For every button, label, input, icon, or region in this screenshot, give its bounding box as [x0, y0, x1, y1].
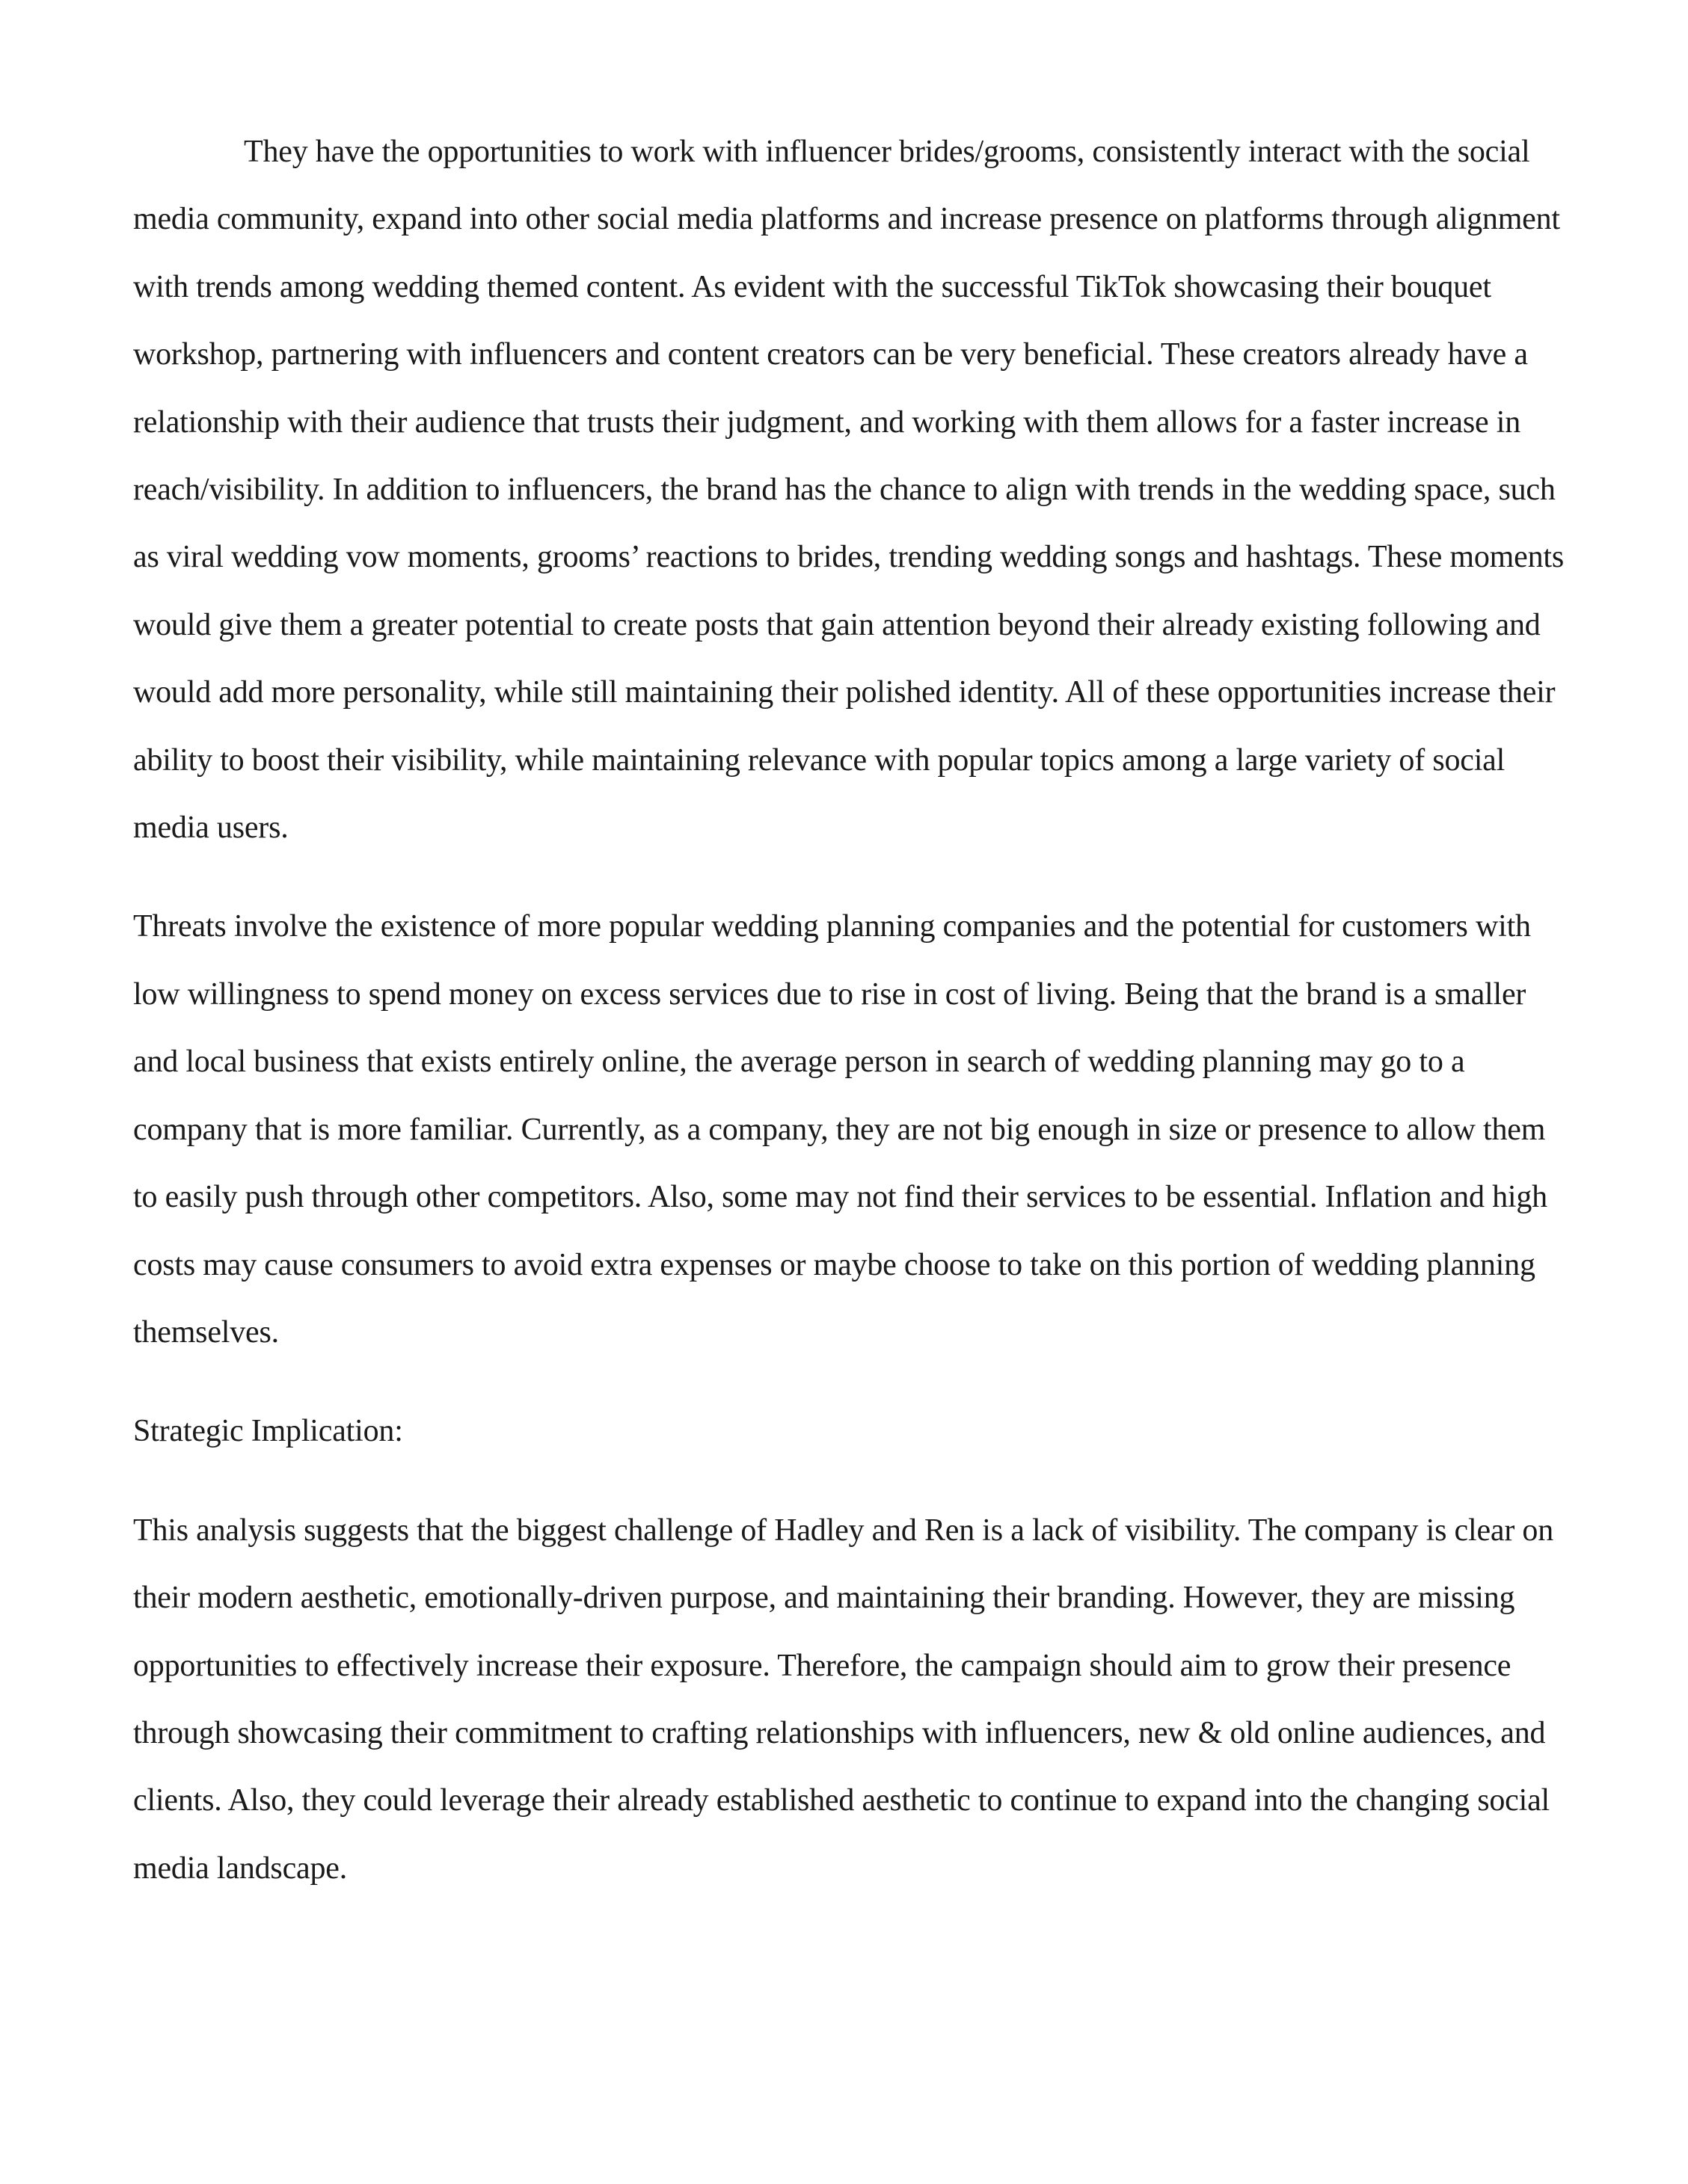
threats-paragraph: Threats involve the existence of more popular wedding planning companies and the potential for customers with low willingness to spend money on excess services due to rise in cost of living. Being that the brand is a smaller and local business that exists entirely online, the average person in search of wedding planning may go to a company that is more familiar. Currently, as a company, they are not big enough in size or presence to allow them to easily push through other competitors. Also, some may not find their services to be essential. Inflation and high costs may cause consumers to avoid extra expenses or maybe choose to take on this portion of wedding planning themselves. [133, 909, 1547, 1350]
paragraph-spacer [133, 1465, 1569, 1497]
document-page [133, 118, 1569, 1902]
implication-paragraph: This analysis suggests that the biggest challenge of Hadley and Ren is a lack of visibility. The company is clear on their modern aesthetic, emotionally-driven purpose, and maintaining their branding. However, they are missing opportunities to effectively increase their exposure. Therefore, the campaign should aim to grow their presence through showcasing their commitment to crafting relationships with influencers, new & old online audiences, and clients. Also, they could leverage their already established aesthetic to continue to expand into the changing social media landscape. [133, 1513, 1554, 1886]
opportunities-paragraph: They have the opportunities to work with influencer brides/grooms, consistently interact with the social media community, expand into other social media platforms and increase presence on platforms through alignment with trends among wedding themed content. As evident with the successful TikTok showcasing their bouquet workshop, partnering with influencers and content creators can be very beneficial. These creators already have a relationship with their audience that trusts their judgment, and working with them allows for a faster increase in reach/visibility. In addition to influencers, the brand has the chance to align with trends in the wedding space, such as viral wedding vow moments, grooms’ reactions to brides, trending wedding songs and hashtags. These moments would give them a greater potential to create posts that gain attention beyond their already existing following and would add more personality, while still maintaining their polished identity. All of these opportunities increase their ability to boost their visibility, while maintaining relevance with popular topics among a large variety of social media users. [133, 135, 1564, 846]
strategic-implication-heading: Strategic Implication: [133, 1414, 403, 1449]
paragraph-spacer [133, 1366, 1569, 1397]
paragraph-spacer [133, 861, 1569, 893]
